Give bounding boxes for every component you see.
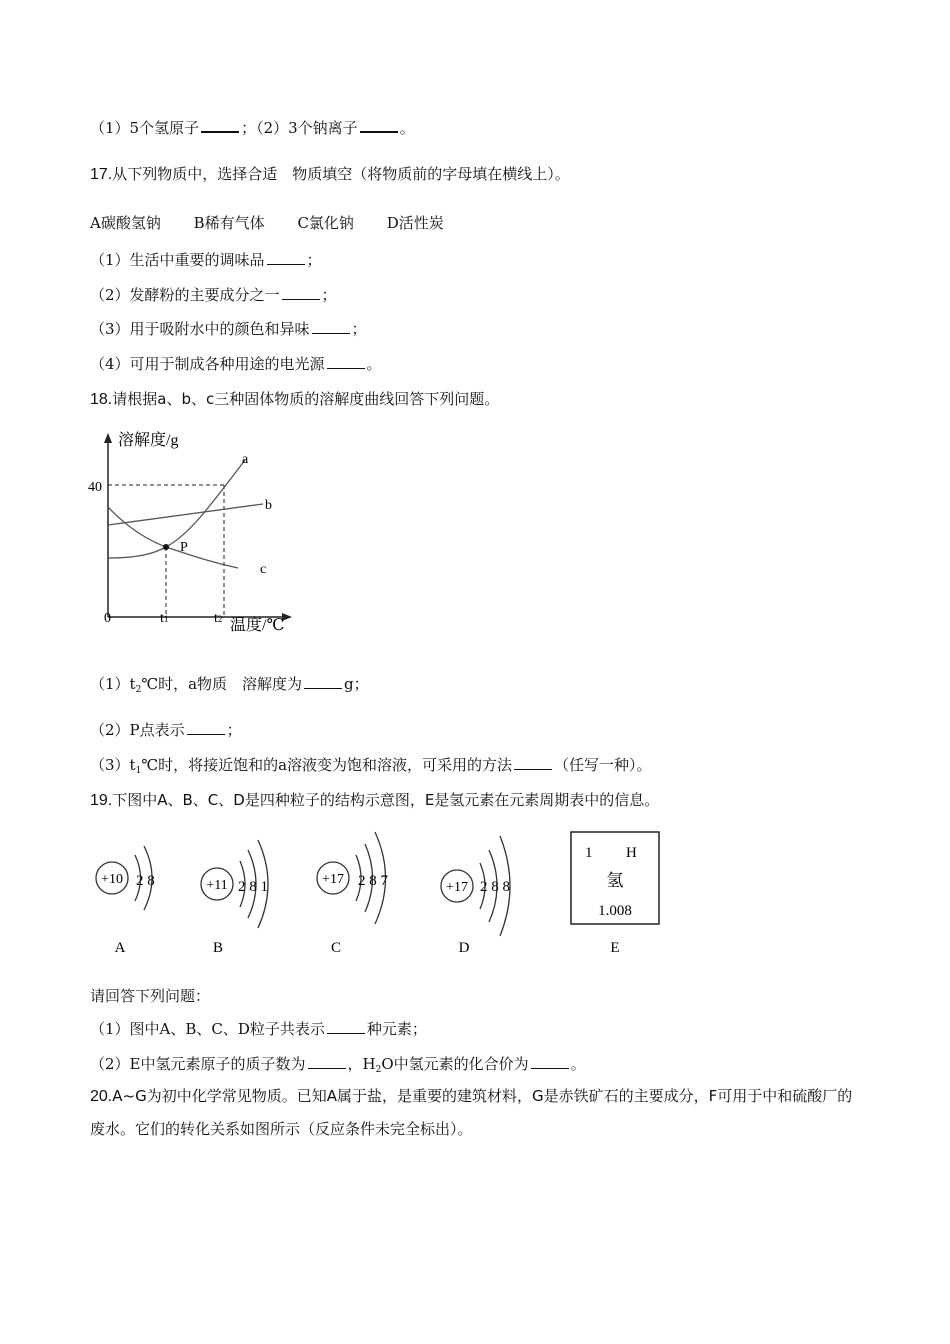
svg-text:1.008: 1.008 bbox=[598, 903, 632, 919]
svg-text:D: D bbox=[458, 940, 470, 956]
particle-diagrams bbox=[80, 822, 680, 962]
q18-item-3: $(3)t_1℃$时，将接近饱和的a溶液变为饱和溶液，可采用的方法 （任写一种）。 bbox=[90, 756, 652, 776]
q19-blank-2[interactable] bbox=[308, 1056, 346, 1069]
q17-blank-1[interactable] bbox=[267, 252, 305, 265]
q17-blank-3[interactable] bbox=[312, 321, 350, 334]
q17-stem: 17.从下列物质中，选择合适 物质填空（将物质前的字母填在横线上）。 bbox=[90, 165, 570, 183]
y-tick-40: 40 bbox=[88, 480, 102, 495]
q18-blank-2[interactable] bbox=[187, 722, 225, 735]
q19-item-2: （2）E中氢元素原子的质子数为 ，$H_2O$中氢元素的化合价为 。 bbox=[90, 1055, 586, 1075]
x-axis-label: 温度/℃ bbox=[230, 617, 285, 634]
q20-stem: 20.A~G为初中化学常见物质。已知A属于盐，是重要的建筑材料，G是赤铁矿石的主要成分，F可用于中和硫酸厂的废水。它们的转化关系如图所示（反应条件未完全标出）。 bbox=[90, 1087, 853, 1138]
svg-text:C: C bbox=[330, 940, 342, 956]
q18-stem: 18.请根据a、b、c三种固体物质的溶解度曲线回答下列问题。 bbox=[90, 390, 500, 408]
q17-option-d: D活性炭 bbox=[386, 214, 444, 232]
q16-blank-1[interactable] bbox=[201, 119, 239, 133]
svg-text:1: 1 bbox=[585, 845, 593, 861]
point-p-label: P bbox=[180, 540, 188, 555]
q17-item-4: （4）可用于制成各种用途的电光源 。 bbox=[90, 355, 382, 373]
svg-text:+11: +11 bbox=[206, 878, 228, 893]
curve-b-label: b bbox=[265, 498, 272, 513]
svg-text:H: H bbox=[626, 845, 637, 861]
q17-item-1: （1）生活中重要的调味品 ； bbox=[90, 251, 322, 269]
q19-prompt: 请回答下列问题： bbox=[90, 987, 211, 1005]
particle-b bbox=[201, 840, 268, 956]
q18-item-2: （2）P点表示 ； bbox=[90, 721, 242, 739]
particle-d bbox=[441, 836, 510, 956]
q18-item-1: $(1)t_2℃$时，a物质 溶解度为 g； bbox=[90, 675, 369, 695]
svg-text:2 8: 2 8 bbox=[136, 873, 155, 889]
q17-options bbox=[90, 212, 444, 233]
q19-item-1: （1）图中A、B、C、D粒子共表示 种元素； bbox=[90, 1020, 427, 1038]
svg-text:2 8 8: 2 8 8 bbox=[480, 879, 510, 895]
svg-text:2 8 1: 2 8 1 bbox=[238, 879, 268, 895]
q17-item-3: （3）用于吸附水中的颜色和异味 ； bbox=[90, 320, 367, 338]
solubility-graph bbox=[80, 425, 320, 640]
svg-text:2 8 7: 2 8 7 bbox=[358, 873, 388, 889]
element-card-h bbox=[571, 832, 659, 956]
q17-item-2: （2）发酵粉的主要成分之一 ； bbox=[90, 286, 337, 304]
svg-text:+10: +10 bbox=[101, 872, 123, 887]
svg-text:氢: 氢 bbox=[606, 871, 624, 890]
svg-text:+17: +17 bbox=[322, 872, 344, 887]
q19-blank-1[interactable] bbox=[327, 1021, 365, 1034]
curve-a-label: a bbox=[242, 452, 249, 467]
svg-text:A: A bbox=[114, 940, 126, 956]
q17-option-b: B稀有气体 bbox=[193, 214, 265, 232]
t1-label: t1 bbox=[160, 611, 169, 626]
q17-blank-2[interactable] bbox=[282, 287, 320, 300]
point-p bbox=[163, 544, 169, 550]
curve-b bbox=[108, 504, 263, 525]
q17-option-c: C氯化钠 bbox=[297, 214, 354, 232]
q16-blank-2[interactable] bbox=[360, 119, 398, 133]
q19-stem: 19.下图中A、B、C、D是四种粒子的结构示意图，E是氢元素在元素周期表中的信息。 bbox=[90, 791, 660, 809]
svg-text:B: B bbox=[212, 940, 224, 956]
particle-c bbox=[317, 832, 389, 956]
t2-label: t2 bbox=[214, 611, 223, 626]
q19-blank-3[interactable] bbox=[531, 1056, 569, 1069]
particle-a bbox=[96, 846, 155, 956]
q17-option-a: A碳酸氢钠 bbox=[90, 214, 161, 232]
y-axis-label: 溶解度/g bbox=[118, 432, 179, 449]
curve-c-label: c bbox=[260, 562, 267, 577]
y-axis-arrow bbox=[104, 433, 112, 443]
q18-blank-3[interactable] bbox=[514, 757, 552, 770]
q17-blank-4[interactable] bbox=[327, 356, 365, 369]
svg-text:+17: +17 bbox=[446, 880, 468, 895]
q18-blank-1[interactable] bbox=[304, 676, 342, 689]
origin-label: 0 bbox=[104, 611, 111, 626]
svg-text:E: E bbox=[610, 940, 620, 956]
q16-line: （1）5个氢原子 ；（2）3个钠离子 。 bbox=[90, 119, 415, 137]
